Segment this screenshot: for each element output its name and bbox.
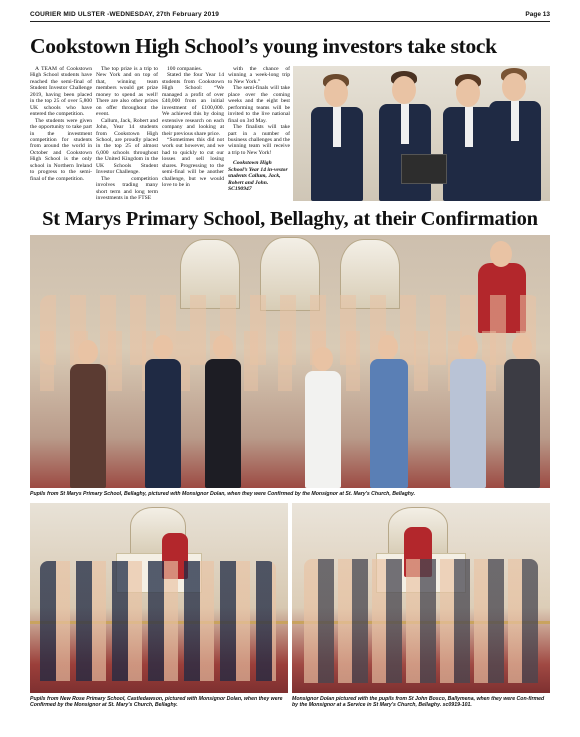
photo-st-marys-confirmation — [30, 235, 550, 488]
paragraph: 100 companies. — [167, 66, 203, 72]
photo-byline: Cookstown High School’s Year 14 in-vestor students Callum, Jack, Robert and John. SC190947 — [228, 160, 288, 193]
paragraph: Stated the four Year 14 students from Cookstown High School: “We managed a profit of over £40,000 from an initial investment of £100,000. We achieved this by doing extensive research on each company and looking at their previous share price. — [162, 72, 224, 137]
photo-new-rose-primary — [30, 503, 288, 693]
paragraph: A TEAM of Cookstown High School students have reached the semi-final of Student Investor Challenge 2019, having been placed in the top 25 of over 5,800 UK schools who have entered the competition. — [30, 66, 92, 118]
paragraph: The top prize is a trip to New York and on top of that, winning team members would get prize money to spend as well! There are also other prizes on offer throughout the event. — [96, 66, 158, 118]
paragraph: “Sometimes this did not work out however, and we had to quickly to cut our losses and sell losing shares. Progressing to the semi-final will be another challenge, but we would love to be in — [162, 136, 224, 189]
caption-new-rose: Pupils from New Rose Primary School, Castledawson, pictured with Monsignor Dolan, when they were Confirmed by the Monsignor at St. Mary's Church, Bellaghy. — [30, 696, 283, 708]
article-column-2 — [96, 66, 158, 202]
article-column-3 — [162, 66, 224, 189]
masthead — [30, 10, 550, 22]
children-group — [40, 561, 276, 681]
headline-st-marys: St Marys Primary School, Bellaghy, at their Confirmation — [42, 208, 538, 230]
article-column-4 — [228, 66, 290, 193]
headline-cookstown: Cookstown High School’s young investors take stock — [30, 34, 497, 58]
paragraph: The finalists will take part in a number of business challenges and the winning team will receive a trip to New York! — [228, 124, 290, 156]
caption-st-marys: Pupils from St Marys Primary School, Bellaghy, pictured with Monsignor Dolan, when they were Confirmed by the Monsignor at St. Mary's Church, Bellaghy. — [30, 491, 416, 497]
laptop — [401, 154, 447, 184]
masthead-publication-date: COURIER MID ULSTER -WEDNESDAY, 27th February 2019 — [30, 11, 220, 18]
paragraph: The semi-finals will take place over the coming weeks and the eight best performing teams will be invited to the live national final on 3rd May. — [228, 85, 290, 124]
paragraph: The students were given the opportunity to take part in the investment competition for students from around the world in October and Cookstown High School is the only school in Northern Ireland to progress to the semi-final of the competition. — [30, 117, 92, 182]
paragraph: Callum, Jack, Robert and John, Year 14 students from Cookstown High School, are proudly placed in the top 25 of almost 6,000 schools throughout the United Kingdom in the UK Schools Student Investor Challenge. — [96, 117, 158, 176]
page-number: Page 13 — [525, 11, 550, 18]
children-group — [304, 559, 538, 683]
paragraph: The competition involves trading many short term and long term investments in the FTSE — [96, 175, 158, 202]
paragraph: with the chance of winning a week-long trip to New York.” — [228, 66, 290, 85]
photo-st-john-bosco — [292, 503, 550, 693]
article-column-1 — [30, 66, 92, 182]
monsignor-head — [490, 241, 512, 267]
photo-cookstown-students — [293, 66, 550, 201]
article-cookstown — [30, 66, 290, 201]
caption-st-john-bosco: Monsignor Dolan pictured with the pupils from St John Bosco, Ballymena, when they were Con-firmed by the Monsignor at a Service in St Mary's Church, Bellaghy. sc0919-101. — [292, 696, 545, 708]
